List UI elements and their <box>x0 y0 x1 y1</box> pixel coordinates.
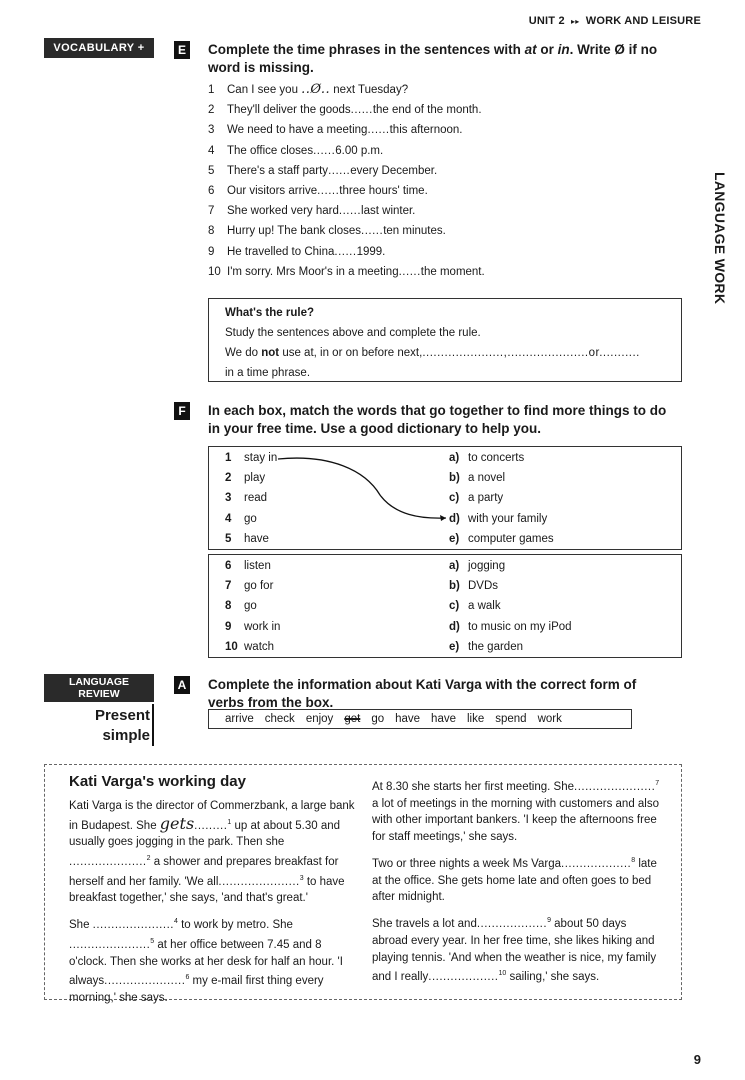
exercise-e-instruction: Complete the time phrases in the sentences with at or in. Write Ø if no word is missing. <box>208 42 658 75</box>
r3-text-b: about 50 days abroad every year. In her free time, she likes hiking and playing tennis. 'And when the weather is nice, my family and I really <box>372 918 657 984</box>
gap-3[interactable]: ...................... <box>218 875 300 888</box>
rule-line1: Study the sentences above and complete the rule. <box>225 327 481 339</box>
match-left-text: stay in <box>244 452 278 464</box>
r1-text-b: a lot of meetings in the morning with customers and also with other important bankers. 'I keep the afternoons free for staff meetings,' she says. <box>372 797 660 844</box>
gap-number: 9 <box>547 917 551 925</box>
match-left-text: read <box>244 492 268 505</box>
match-left-number: 6 <box>225 560 232 572</box>
item-text-before: There's a staff party <box>227 164 329 177</box>
match-left-text: go <box>244 512 257 525</box>
item-gap[interactable]: ...... <box>328 164 351 177</box>
item-number: 5 <box>208 164 215 177</box>
match-left-number: 4 <box>225 512 232 525</box>
item-number: 1 <box>208 84 215 96</box>
item-number: 6 <box>208 184 215 197</box>
vocabulary-label: VOCABULARY + <box>44 38 154 58</box>
exercise-e-letter: E <box>174 41 190 59</box>
match-right-text: jogging <box>468 560 506 572</box>
item-number: 3 <box>208 124 215 137</box>
item-gap[interactable]: ...... <box>317 184 340 197</box>
title-present: Present <box>94 707 150 724</box>
present-simple-title <box>44 706 150 746</box>
match-left-number: 1 <box>225 452 232 464</box>
item-text-before: Can I see you <box>227 84 302 96</box>
match-right-text: a party <box>468 492 504 505</box>
match-right-letter: b) <box>449 472 460 485</box>
match-left-text: go for <box>244 580 274 593</box>
p4-text: at her office between 7.45 and 8 o'clock. Then she works at her desk for half an hour. 'I always <box>69 938 343 988</box>
item-gap[interactable]: ...... <box>367 124 390 137</box>
gap-number: 4 <box>173 918 178 926</box>
gap-number: 6 <box>185 974 190 982</box>
p2-text-b: to have breakfast together,' she says, 'and that's great.' <box>69 875 345 905</box>
r3-text-c: sailing,' she says. <box>506 971 600 984</box>
item-text-after: this afternoon. <box>389 124 463 137</box>
rule-text-a: We do <box>225 347 262 359</box>
match-left-number: 9 <box>225 620 232 633</box>
item-text-before: She worked very hard <box>227 205 339 218</box>
gap-10[interactable]: ................... <box>428 971 499 984</box>
match-left-text: listen <box>244 560 271 572</box>
side-label: LANGUAGE WORK <box>712 172 728 305</box>
match-left-number: 10 <box>225 640 238 653</box>
item-number: 4 <box>208 144 215 157</box>
match-right-text: a walk <box>468 600 501 613</box>
verb-word: get <box>344 713 361 725</box>
verb-word: like <box>466 713 485 725</box>
match-right-text: computer games <box>468 532 554 545</box>
verb-word: arrive <box>225 713 254 725</box>
gap-number: 8 <box>631 857 636 865</box>
match-right-letter: a) <box>449 560 460 572</box>
match-left-number: 2 <box>225 472 232 485</box>
r2-text-b: late at the office. She gets home late and often goes to bed after midnight. <box>372 857 657 904</box>
match-left-text: go <box>244 600 257 613</box>
p4-text-b: my e-mail first thing every morning,' she says. <box>69 975 324 1004</box>
p2-text: a shower and prepares breakfast for herself and her family. 'We all <box>69 856 339 888</box>
gap-number: 7 <box>655 780 660 787</box>
item-number: 7 <box>208 205 215 218</box>
verb-word: check <box>264 713 295 725</box>
rule-gaps[interactable]: ......................,......................or........... <box>422 347 640 359</box>
unit-label: UNIT 2 <box>528 15 565 27</box>
rule-not: not <box>261 347 280 359</box>
match-right-text: the garden <box>468 640 523 653</box>
match-right-letter: e) <box>449 640 460 653</box>
match-right-text: to concerts <box>468 452 525 464</box>
gap-5[interactable]: ...................... <box>69 938 151 951</box>
rule-line3: in a time phrase. <box>225 367 311 379</box>
verb-word: have <box>431 713 456 725</box>
item-number: 10 <box>208 265 221 278</box>
r2-text: Two or three nights a week Ms Varga <box>372 857 561 870</box>
item-text-after: 1999. <box>356 245 386 258</box>
gap-7[interactable]: ...................... <box>574 780 656 793</box>
verb-word: work <box>537 713 562 725</box>
reading-paragraph-1 <box>69 798 359 907</box>
match-right-letter: c) <box>449 600 460 613</box>
gap-number: 3 <box>299 874 304 882</box>
item-text-after: ten minutes. <box>383 225 446 238</box>
gap-number: 10 <box>498 970 507 978</box>
verb-word: have <box>395 713 421 725</box>
item-text-before: Our visitors arrive <box>227 184 318 197</box>
match-left-number: 8 <box>225 600 232 613</box>
p1-text: Kati Varga is the director of Commerzbank, a large bank in Budapest. She <box>69 800 355 832</box>
item-gap[interactable]: ...... <box>338 205 362 218</box>
item-number: 2 <box>208 104 215 117</box>
item-text-before: The office closes <box>227 144 314 157</box>
match-right-text: DVDs <box>468 580 499 593</box>
match-right-letter: c) <box>449 492 460 505</box>
match-left-number: 3 <box>225 492 232 505</box>
match-left-text: have <box>244 532 269 545</box>
p1-text-b: up at about 5.30 and usually goes jogging in the park. Then she <box>69 819 341 849</box>
item-text-before: I'm sorry. Mrs Moor's in a meeting <box>227 265 399 278</box>
connector-line <box>278 458 446 518</box>
item-gap[interactable]: ...... <box>361 225 384 238</box>
page-number: 9 <box>693 1052 701 1067</box>
match-left-text: work in <box>244 620 281 633</box>
match-right-letter: d) <box>449 512 460 525</box>
item-gap[interactable]: ...... <box>334 245 357 258</box>
reading-left-column <box>69 772 359 1014</box>
gap-6[interactable]: ...................... <box>104 975 186 988</box>
p3-text-b: to work by metro. She <box>177 919 293 932</box>
exercise-a-instruction: Complete the information about Kati Varga with the correct form of verbs from the box. <box>208 677 637 710</box>
match-right-text: to music on my iPod <box>468 620 572 633</box>
exercise-a-letter: A <box>174 676 190 694</box>
gap-2[interactable]: ..................... <box>69 856 147 869</box>
gap-1[interactable]: ......... <box>194 819 228 832</box>
item-text-after: last winter. <box>361 205 416 218</box>
match-left-text: play <box>244 472 266 485</box>
title-simple: simple <box>102 727 150 744</box>
item-text-before: They'll deliver the goods <box>227 104 351 117</box>
gap-4[interactable]: ...................... <box>92 919 174 932</box>
item-gap[interactable]: ..Ø.. <box>301 82 331 97</box>
item-gap[interactable]: ...... <box>313 144 336 157</box>
gap-8[interactable]: ................... <box>561 857 632 870</box>
reading-title: Kati Varga's working day <box>69 773 246 790</box>
item-text-after: three hours' time. <box>339 184 428 197</box>
item-text-after: next Tuesday? <box>330 84 409 96</box>
match-left-text: watch <box>244 640 275 653</box>
reading-paragraph-2 <box>69 914 359 1006</box>
item-text-after: the end of the month. <box>372 104 482 117</box>
match-right-text: a novel <box>468 472 506 485</box>
title-bar <box>152 704 154 746</box>
connector-arrowhead <box>440 515 446 521</box>
verb-word: enjoy <box>305 713 334 725</box>
match-left-number: 7 <box>225 580 232 593</box>
item-gap[interactable]: ...... <box>350 104 373 117</box>
r3-text: She travels a lot and <box>372 918 477 931</box>
lr-line2: REVIEW <box>78 688 120 700</box>
section-label: WORK AND LEISURE <box>585 15 701 27</box>
gap-number: 5 <box>150 937 155 945</box>
gap-number: 2 <box>146 855 151 863</box>
lr-line1: LANGUAGE <box>68 676 130 688</box>
item-text-before: He travelled to China <box>227 245 335 258</box>
reading-right-column <box>372 776 662 993</box>
item-text-after: every December. <box>350 164 438 177</box>
rule-title: What's the rule? <box>225 307 314 319</box>
p3-text: She <box>69 919 93 932</box>
match-right-letter: e) <box>449 532 460 545</box>
item-number: 9 <box>208 245 215 258</box>
reading-paragraph-5 <box>372 913 662 986</box>
reading-paragraph-4 <box>372 853 662 906</box>
item-text-before: We need to have a meeting <box>227 124 368 137</box>
match-right-letter: d) <box>449 620 460 633</box>
r1-text: At 8.30 she starts her first meeting. She <box>372 780 574 793</box>
verb-box <box>208 709 632 729</box>
match-right-text: with your family <box>468 512 548 525</box>
verb-word: go <box>371 713 385 725</box>
language-review-label <box>44 674 154 702</box>
answer-gets: gets <box>159 813 195 833</box>
arrows-icon: ▸▸ <box>571 17 580 26</box>
verb-word: spend <box>495 713 527 725</box>
gap-number: 1 <box>227 818 232 826</box>
reading-paragraph-3 <box>372 776 662 846</box>
match-right-letter: b) <box>449 580 460 593</box>
match-right-letter: a) <box>449 452 460 464</box>
item-text-after: the moment. <box>420 265 485 278</box>
item-number: 8 <box>208 225 215 238</box>
item-text-after: 6.00 p.m. <box>335 144 384 157</box>
match-left-number: 5 <box>225 532 232 545</box>
rule-text-b: use at, in or on before next, <box>279 347 423 359</box>
item-gap[interactable]: ...... <box>398 265 421 278</box>
gap-9[interactable]: ................... <box>476 918 548 931</box>
item-text-before: Hurry up! The bank closes <box>227 225 362 238</box>
exercise-f-instruction: In each box, match the words that go together to find more things to do in your free time. Use a good dictionary to help you. <box>208 403 667 436</box>
exercise-f-letter: F <box>174 402 190 420</box>
